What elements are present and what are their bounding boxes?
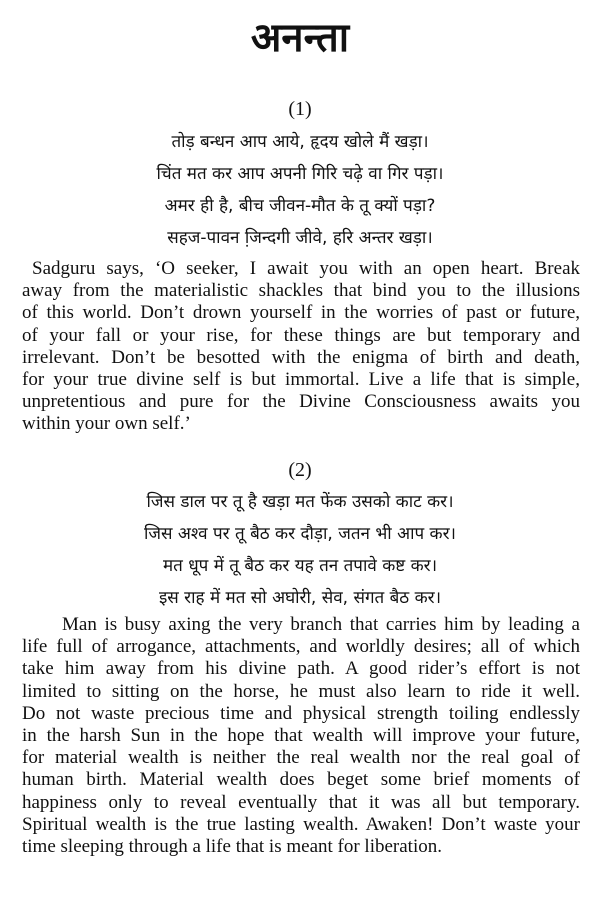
section-number-1: (1) (288, 98, 312, 120)
commentary-line: away from the materialistic shackles that bind you to the illusions (22, 280, 580, 302)
commentary-line: Spiritual wealth is the true lasting wealth. Awaken! Don’t waste your (22, 813, 580, 835)
commentary-line: take him away from his divine path. A good rider’s effort is not (22, 658, 580, 680)
commentary-line: life full of arrogance, attachments, and worldly desires; all of which (22, 636, 580, 658)
verse-line: जिस डाल पर तू है खड़ा मत फेंक उसको काट कर। (146, 492, 454, 512)
verse-line: इस राह में मत सो अघोरी, सेव, संगत बैठ कर। (158, 588, 442, 608)
commentary-line: in the harsh Sun in the hope that wealth will improve your future, (22, 725, 580, 747)
commentary-paragraph-1 (22, 258, 580, 436)
commentary-line: of your fall or your rise, for these things are but temporary and (22, 324, 580, 346)
section-number-2: (2) (288, 459, 312, 481)
commentary-paragraph-2 (22, 614, 580, 858)
commentary-line: of this world. Don’t drown yourself in the worries of past or future, (22, 302, 580, 324)
commentary-line: limited to sitting on the horse, he must also learn to ride it well. (22, 680, 580, 702)
verse-block-1 (0, 126, 600, 254)
verse-line: सहज-पावन जि़न्दगी जीवे, हरि अन्तर खड़ा। (167, 228, 433, 248)
commentary-line: Sadguru says, ‘O seeker, I await you with an open heart. Break (32, 258, 580, 279)
commentary-line: within your own self.’ (22, 413, 191, 435)
verse-line: जिस अश्व पर तू बैठ कर दौड़ा, जतन भी आप कर। (143, 524, 456, 544)
commentary-line: unpretentious and pure for the Divine Consciousness awaits you (22, 391, 580, 413)
verse-line: अमर ही है, बीच जीवन-मौत के तू क्यों पड़ा? (164, 196, 436, 216)
commentary-line: time sleeping through a life that is meant for liberation. (22, 836, 442, 858)
commentary-line: human birth. Material wealth does beget some brief moments of (22, 769, 580, 791)
verse-line: मत धूप में तू बैठ कर यह तन तपावे कष्ट कर। (162, 556, 438, 576)
commentary-line: Man is busy axing the very branch that carries him by leading a (62, 614, 580, 635)
commentary-line: for material wealth is neither the real wealth nor the real goal of (22, 747, 580, 769)
commentary-line: for your true divine self is but immortal. Live a life that is simple, (22, 369, 580, 391)
commentary-line: happiness only to reveal eventually that it was all but temporary. (22, 791, 580, 813)
verse-block-2 (0, 486, 600, 614)
page-title: अनन्ता (250, 15, 350, 61)
commentary-line: Do not waste precious time and physical strength toiling endlessly (22, 702, 580, 724)
verse-line: तोड़ बन्धन आप आये, हृदय खोले मैं खड़ा। (171, 132, 429, 152)
commentary-line: irrelevant. Don’t be besotted with the enigma of birth and death, (22, 346, 580, 368)
verse-line: चिंत मत कर आप अपनी गिरि चढ़े वा गिर पड़ा। (156, 164, 444, 184)
